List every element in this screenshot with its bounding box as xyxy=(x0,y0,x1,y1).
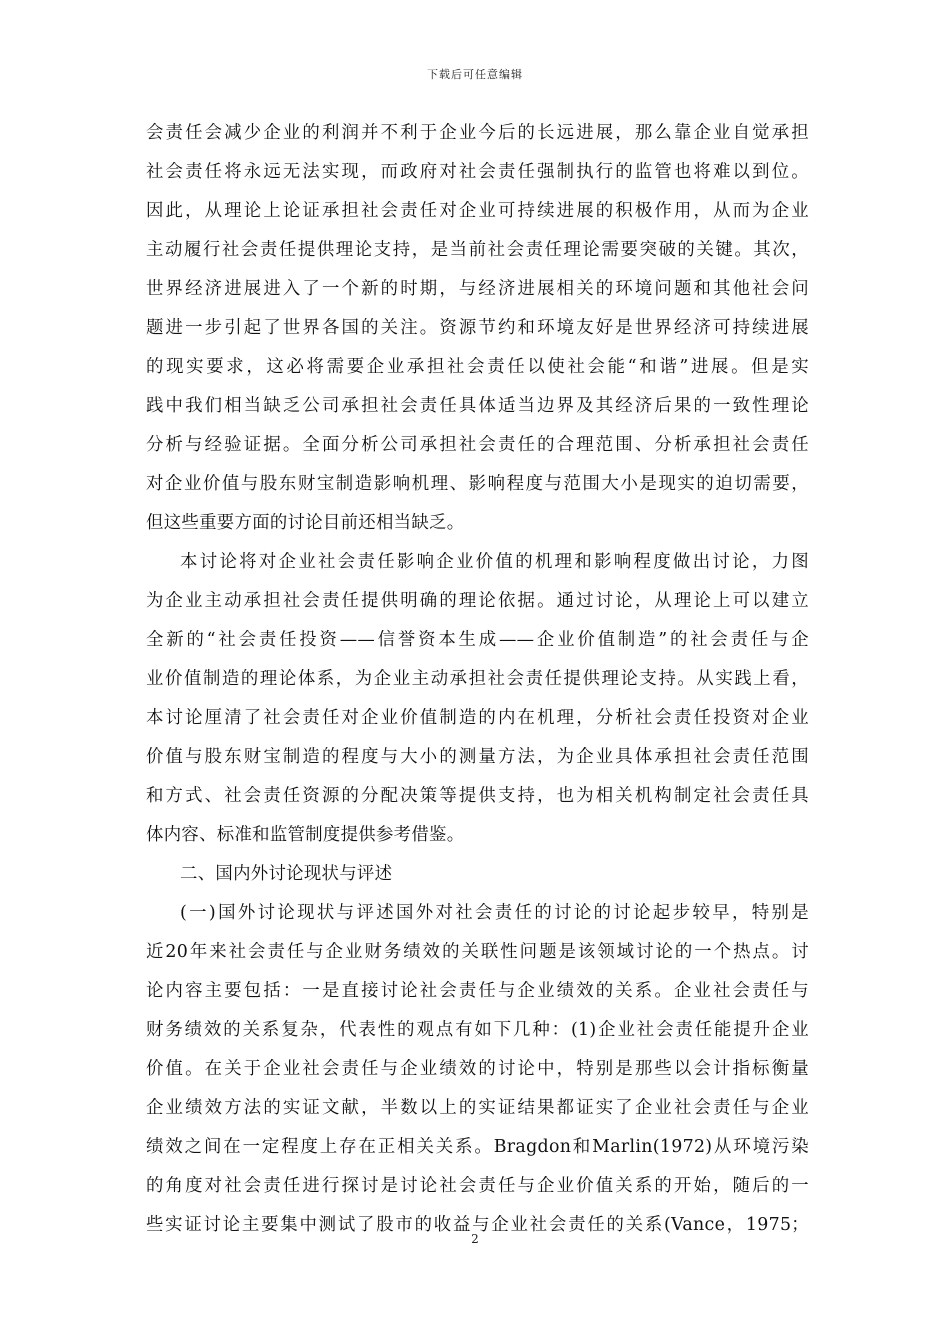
body-line: 本讨论厘清了社会责任对企业价值制造的内在机理，分析社会责任投资对企业 xyxy=(146,708,809,728)
body-line: 题进一步引起了世界各国的关注。资源节约和环境友好是世界经济可持续进展 xyxy=(146,318,809,338)
body-line: 全新的“社会责任投资——信誉资本生成——企业价值制造”的社会责任与企 xyxy=(146,630,809,650)
page-header: 下载后可任意编辑 xyxy=(427,68,523,81)
body-line: 主动履行社会责任提供理论支持，是当前社会责任理论需要突破的关键。其次， xyxy=(146,240,809,260)
body-line: 本讨论将对企业社会责任影响企业价值的机理和影响程度做出讨论，力图 xyxy=(180,552,809,572)
body-line: 体内容、标准和监管制度提供参考借鉴。 xyxy=(146,825,465,845)
body-line: 会责任会减少企业的利润并不利于企业今后的长远进展，那么靠企业自觉承担 xyxy=(146,123,809,143)
body-line: 为企业主动承担社会责任提供明确的理论依据。通过讨论，从理论上可以建立 xyxy=(146,591,809,611)
body-line: 世界经济进展进入了一个新的时期，与经济进展相关的环境问题和其他社会问 xyxy=(146,279,809,299)
body-line: 但这些重要方面的讨论目前还相当缺乏。 xyxy=(146,513,465,533)
body-line: 的现实要求，这必将需要企业承担社会责任以使社会能“和谐”进展。但是实 xyxy=(146,357,809,377)
body-line: 对企业价值与股东财宝制造影响机理、影响程度与范围大小是现实的迫切需要， xyxy=(146,474,809,494)
section-heading: 二、国内外讨论现状与评述 xyxy=(180,864,393,884)
body-line: 践中我们相当缺乏公司承担社会责任具体适当边界及其经济后果的一致性理论 xyxy=(146,396,809,416)
body-line: 些实证讨论主要集中测试了股市的收益与企业社会责任的关系(Vance，1975； xyxy=(146,1215,809,1235)
body-line: 因此，从理论上论证承担社会责任对企业可持续进展的积极作用，从而为企业 xyxy=(146,201,809,221)
body-line: 论内容主要包括：一是直接讨论社会责任与企业绩效的关系。企业社会责任与 xyxy=(146,981,809,1001)
body-line: 财务绩效的关系复杂，代表性的观点有如下几种：(1)企业社会责任能提升企业 xyxy=(146,1020,809,1040)
body-line: 和方式、社会责任资源的分配决策等提供支持，也为相关机构制定社会责任具 xyxy=(146,786,809,806)
body-line: 企业绩效方法的实证文献，半数以上的实证结果都证实了企业社会责任与企业 xyxy=(146,1098,809,1118)
body-line: (一)国外讨论现状与评述国外对社会责任的讨论的讨论起步较早，特别是 xyxy=(180,903,809,923)
body-line: 的角度对社会责任进行探讨是讨论社会责任与企业价值关系的开始，随后的一 xyxy=(146,1176,809,1196)
body-line: 近20年来社会责任与企业财务绩效的关联性问题是该领域讨论的一个热点。讨 xyxy=(146,942,809,962)
body-line: 价值。在关于企业社会责任与企业绩效的讨论中，特别是那些以会计指标衡量 xyxy=(146,1059,809,1079)
body-line: 价值与股东财宝制造的程度与大小的测量方法，为企业具体承担社会责任范围 xyxy=(146,747,809,767)
body-line: 业价值制造的理论体系，为企业主动承担社会责任提供理论支持。从实践上看， xyxy=(146,669,809,689)
body-line: 分析与经验证据。全面分析公司承担社会责任的合理范围、分析承担社会责任 xyxy=(146,435,809,455)
body-line: 绩效之间在一定程度上存在正相关关系。Bragdon和Marlin(1972)从环境污染 xyxy=(146,1137,809,1157)
page-number: 2 xyxy=(471,1232,479,1246)
document-body xyxy=(146,114,809,1245)
body-line: 社会责任将永远无法实现，而政府对社会责任强制执行的监管也将难以到位。 xyxy=(146,162,809,182)
